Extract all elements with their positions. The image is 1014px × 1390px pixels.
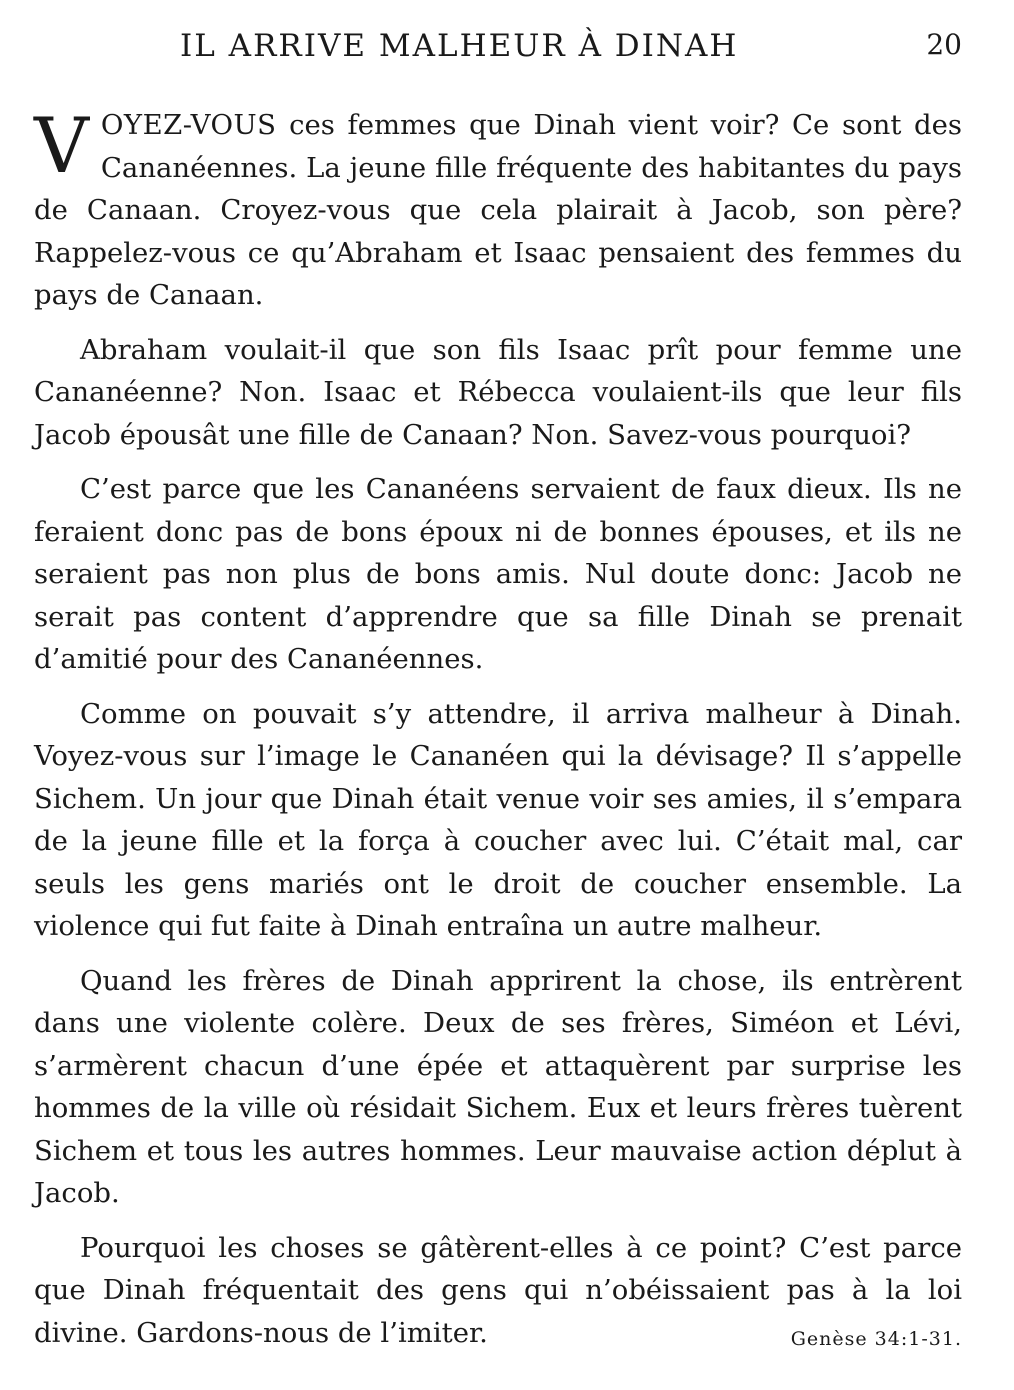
story-body (34, 101, 962, 1354)
drop-cap: V (34, 101, 89, 190)
paragraph-3: C’est parce que les Cananéens servaient de faux dieux. Ils ne feraient donc pas de bons époux ni de bonnes épouses, et ils ne seraient pas non plus de bons amis. Nul doute donc: Jacob ne serait pas content d’apprendre que sa fille Dinah se prenait d’amitié pour des Cananéennes. (34, 473, 962, 675)
page-number: 20 (926, 28, 962, 61)
paragraph-4: Comme on pouvait s’y attendre, il arriva malheur à Dinah. Voyez-vous sur l’image le Cananéen qui la dévisage? Il s’appelle Sichem. Un jour que Dinah était venue voir ses amies, il s’empara de la jeune fille et la força à coucher avec lui. C’était mal, car seuls les gens mariés ont le droit de coucher ensemble. La violence qui fut faite à Dinah entraîna un autre malheur. (34, 697, 962, 942)
chapter-title: IL ARRIVE MALHEUR À DINAH (180, 28, 739, 64)
page-header (34, 24, 962, 68)
paragraph-5: Quand les frères de Dinah apprirent la chose, ils entrèrent dans une violente colère. Deux de ses frères, Siméon et Lévi, s’armèrent chacun d’une épée et attaquèrent par surprise les hommes de la ville où résidait Sichem. Eux et leurs frères tuèrent Sichem et tous les autres hommes. Leur mauvaise action déplut à Jacob. (34, 964, 962, 1209)
paragraph-1-text: ces femmes que Dinah vient voir? Ce sont des Cananéennes. La jeune fille fréquente des habitantes du pays de Canaan. Croyez-vous que cela plairait à Jacob, son père? Rappelez-vous ce qu’Abraham et Isaac pensaient des femmes du pays de Canaan. (34, 109, 962, 311)
paragraph-6 (34, 1227, 962, 1355)
paragraph-2: Abraham voulait-il que son fils Isaac prît pour femme une Cananéenne? Non. Isaac et Rébecca voulaient-ils que leur fils Jacob épousât une fille de Canaan? Non. Savez-vous pourquoi? (34, 333, 962, 451)
page (34, 24, 962, 1366)
paragraph-1 (34, 101, 962, 317)
paragraph-6-text: Pourquoi les choses se gâtèrent-elles à ce point? C’est parce que Dinah fréquentait des gens qui n’obéissaient pas à la loi divine. Gardons-nous de l’imiter. (34, 1231, 962, 1349)
lead-in-text: OYEZ-VOUS (100, 109, 277, 141)
scripture-reference: Genèse 34:1-31. (790, 1327, 962, 1350)
